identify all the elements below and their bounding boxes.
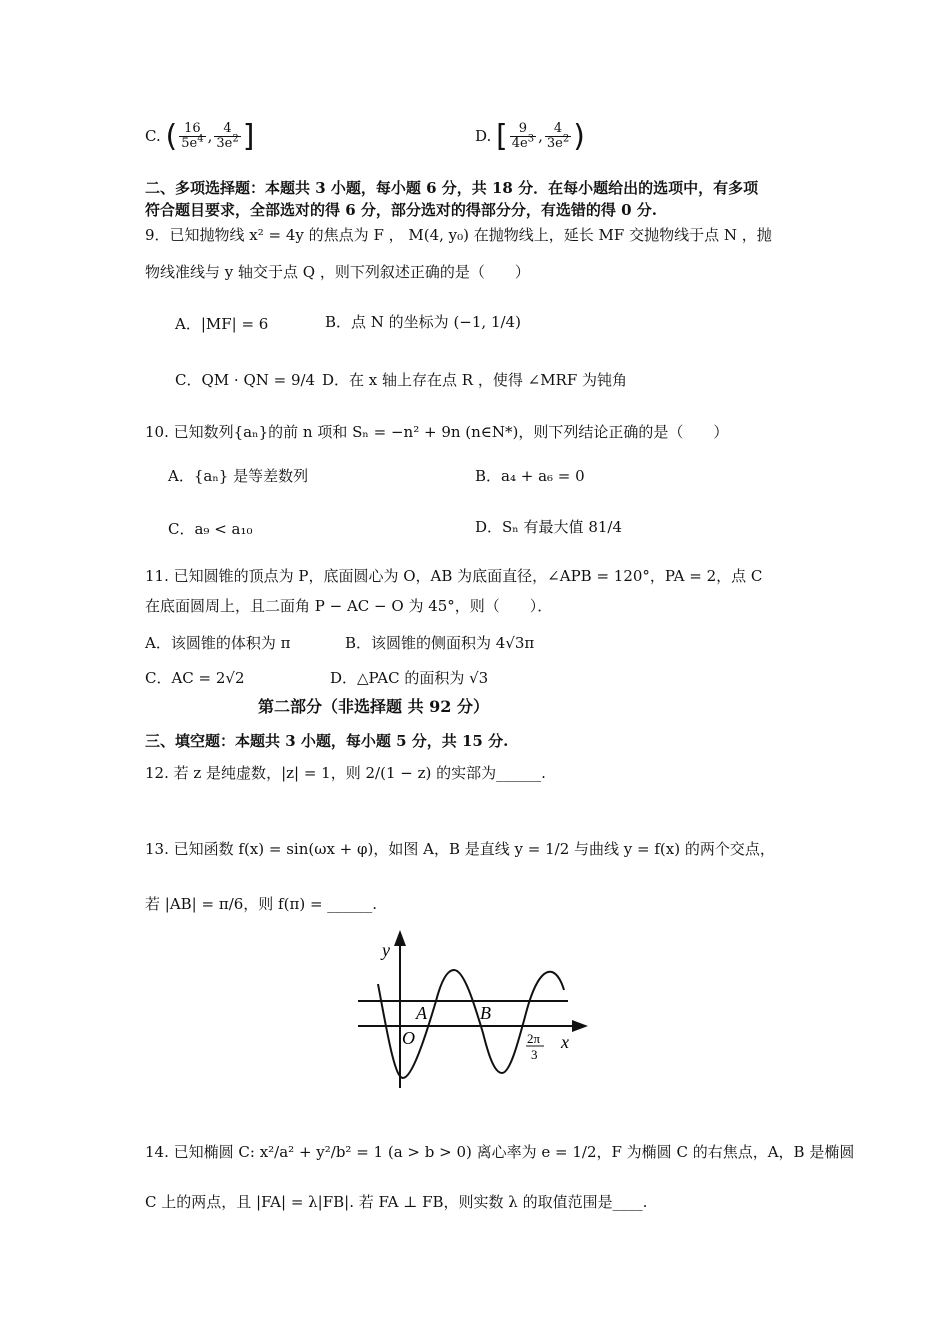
q10-stem: 10. 已知数列{aₙ}的前 n 项和 Sₙ = −n² + 9n (n∈N*)，则下列结论正确的是（ ） xyxy=(145,423,729,441)
q11-option-c: C．AC = 2√2 xyxy=(145,669,245,687)
q9-option-a: A．|MF| = 6 xyxy=(175,315,269,333)
q11-option-b: B．该圆锥的侧面积为 4√3π xyxy=(345,634,535,652)
q10-option-c: C．a₉ < a₁₀ xyxy=(168,520,253,538)
q12-text: 12. 若 z 是纯虚数，|z| = 1，则 2/(1 − z) 的实部为______. xyxy=(145,764,546,782)
graph-point-a-label: A xyxy=(416,1003,427,1023)
q9-option-d: D．在 x 轴上存在点 R ，使得 ∠MRF 为钝角 xyxy=(322,371,628,389)
q13-sine-graph xyxy=(350,928,590,1093)
q9-stem-line2: 物线准线与 y 轴交于点 Q ，则下列叙述正确的是（ ） xyxy=(145,263,530,281)
q9-option-c: C．QM · QN = 9/4 xyxy=(175,371,316,389)
graph-y-label: y xyxy=(382,940,390,960)
graph-x-label: x xyxy=(561,1032,569,1052)
section3-heading: 三、填空题：本题共 3 小题，每小题 5 分，共 15 分. xyxy=(145,732,509,750)
section2-heading-line2: 符合题目要求，全部选对的得 6 分，部分选对的得部分分，有选错的得 0 分. xyxy=(145,201,657,219)
q11-stem-line1: 11. 已知圆锥的顶点为 P，底面圆心为 O，AB 为底面直径，∠APB = 120°，PA = 2，点 C xyxy=(145,567,763,585)
q10-option-b: B．a₄ + a₆ = 0 xyxy=(475,467,585,485)
q10-option-a: A．{aₙ} 是等差数列 xyxy=(168,467,309,485)
q11-option-a: A．该圆锥的体积为 π xyxy=(145,634,291,652)
q13-stem-line2: 若 |AB| = π/6，则 f(π) = ______. xyxy=(145,895,378,913)
q8-option-d: D. [ $\frac{9}{4e^3}$ , $\frac{4}{3e^2}$ ) xyxy=(475,119,585,154)
q9-option-b: B．点 N 的坐标为 (−1, 1/4) xyxy=(325,313,521,331)
graph-origin-label: O xyxy=(402,1028,415,1048)
graph-tick-denominator: 3 xyxy=(531,1047,538,1062)
graph-point-b-label: B xyxy=(480,1003,491,1023)
q11-stem-line2: 在底面圆周上，且二面角 P − AC − O 为 45°，则（ ）． xyxy=(145,597,553,615)
q10-option-d: D．Sₙ 有最大值 81/4 xyxy=(475,518,623,536)
q11-option-d: D．△PAC 的面积为 √3 xyxy=(330,669,489,687)
section2-heading-line1: 二、多项选择题：本题共 3 小题，每小题 6 分，共 18 分．在每小题给出的选项中，有多项 xyxy=(145,179,759,197)
x-axis-arrow xyxy=(572,1020,588,1032)
y-axis-arrow xyxy=(394,930,406,946)
q9-stem-line1: 9．已知抛物线 x² = 4y 的焦点为 F ， M(4, y₀) 在抛物线上，延长 MF 交抛物线于点 N ，抛 xyxy=(145,226,772,244)
q14-stem-line1: 14. 已知椭圆 C: x²/a² + y²/b² = 1 (a > b > 0) 离心率为 e = 1/2，F 为椭圆 C 的右焦点，A，B 是椭圆 xyxy=(145,1143,855,1161)
part2-title: 第二部分（非选择题 共 92 分） xyxy=(258,697,489,716)
q13-stem-line1: 13. 已知函数 f(x) = sin(ωx + φ)，如图 A，B 是直线 y = 1/2 与曲线 y = f(x) 的两个交点， xyxy=(145,840,775,858)
graph-tick-numerator: 2π xyxy=(527,1031,541,1046)
q14-stem-line2: C 上的两点，且 |FA| = λ|FB|. 若 FA ⊥ FB，则实数 λ 的取值范围是____. xyxy=(145,1193,648,1211)
q8-option-c: C. ( $\frac{16}{5e^4}$ , $\frac{4}{3e^2}$ ] xyxy=(145,119,255,154)
